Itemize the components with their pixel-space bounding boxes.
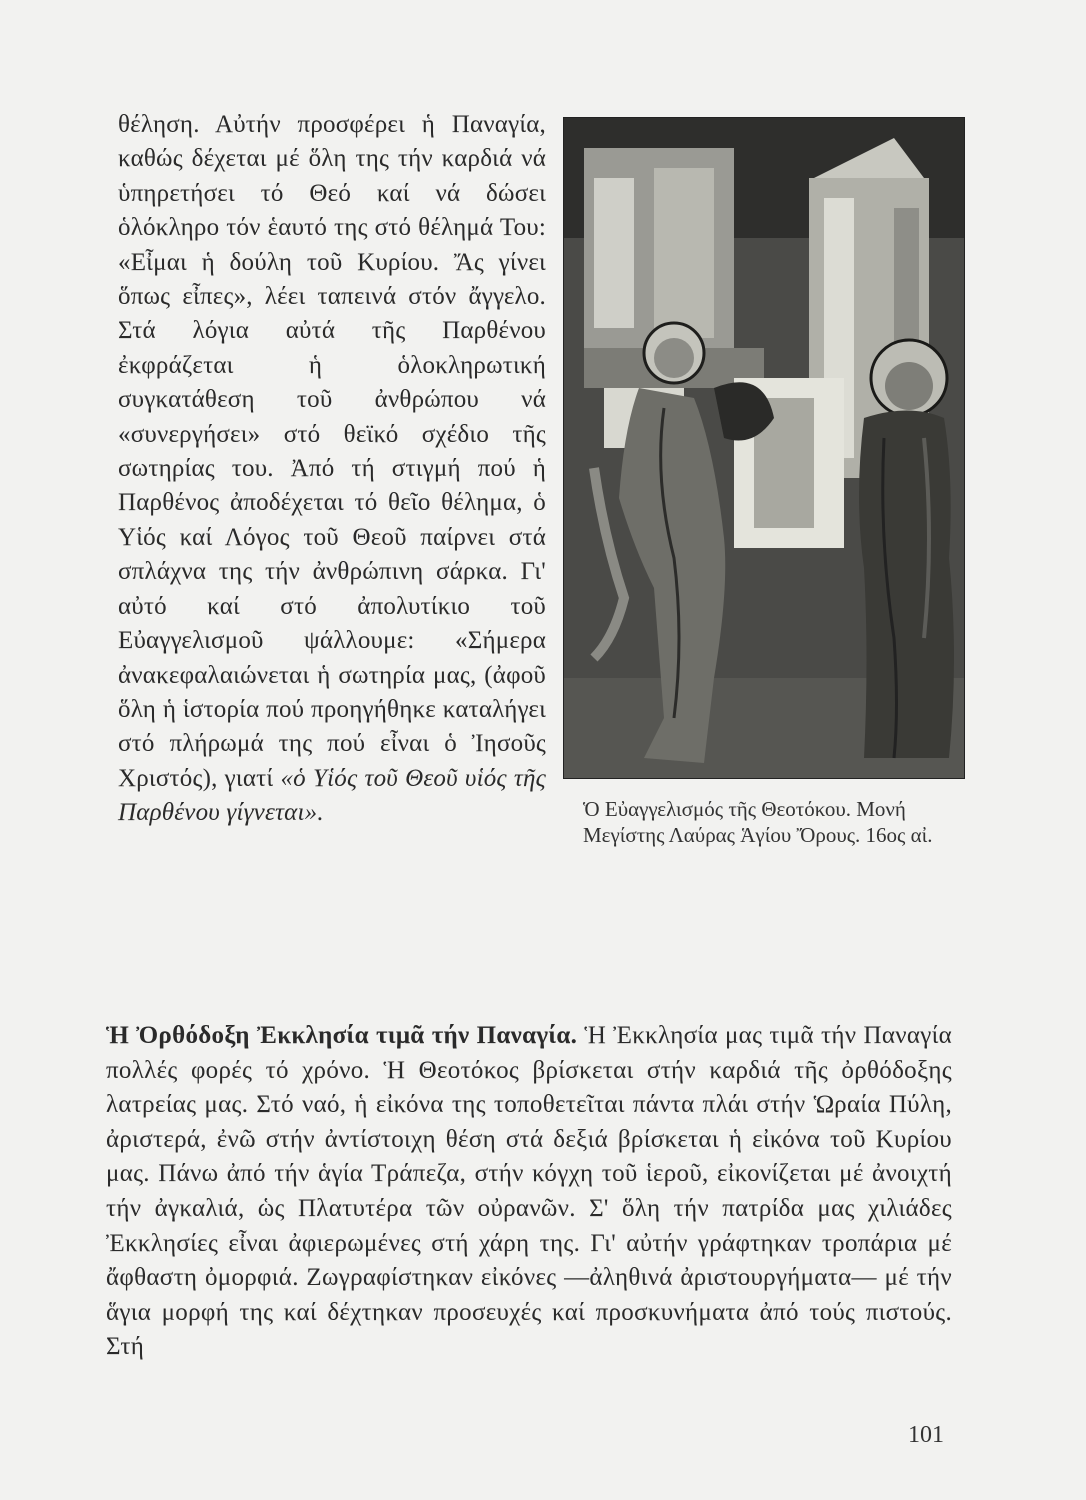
left-column-main-text: θέληση. Αὐτήν προσφέρει ἡ Παναγία, καθώς δέχεται μέ ὅλη της τήν καρδιά νά ὑπηρετήσει τό Θεό καί νά δώσει ὁλόκληρο τόν ἑαυτό της στό θέλημά Του: «Εἶμαι ἡ δούλη τοῦ Κυρίου. Ἄς γίνει ὅπως εἶπες», λέει ταπεινά στόν ἄγγελο. Στά λόγια αὐτά τῆς Παρθένου ἐκφράζεται ἡ ὁλοκληρωτική συγκατάθεση τοῦ ἀνθρώπου νά «συνεργήσει» στό θεϊκό σχέδιο τῆς σωτηρίας του. Ἀπό τή στιγμή πού ἡ Παρθένος ἀποδέχεται τό θεῖο θέλημα, ὁ Υἱός καί Λόγος τοῦ Θεοῦ παίρνει στά σπλάχνα της τήν ἀνθρώπινη σάρκα. Γι' αὐτό καί στό ἀπολυτίκιο τοῦ Εὐαγγελισμοῦ ψάλλουμε: «Σήμερα ἀνακεφαλαιώνεται ἡ σωτηρία μας, (ἀφοῦ ὅλη ἡ ἱστορία πού προηγήθηκε καταλήγει στό πλήρωμά της πού εἶναι ὁ Ἰησοῦς Χριστός), γιατί [118, 111, 546, 792]
paragraph-heading: Ἡ Ὀρθόδοξη Ἐκκλησία τιμᾶ τήν Παναγία. [106, 1022, 578, 1049]
paragraph-body: Ἡ Ἐκκλησία μας τιμᾶ τήν Παναγία πολλές φορές τό χρόνο. Ἡ Θεοτόκος βρίσκεται στήν καρδιά τῆς ὀρθόδοξης λατρείας μας. Στό ναό, ἡ εἰκόνα της τοποθετεῖται πάντα πλάι στήν Ὡραία Πύλη, ἀριστερά, ἐνῶ στήν ἀντίστοιχη θέση στά δεξιά βρίσκεται ἡ εἰκόνα τοῦ Κυρίου μας. Πάνω ἀπό τήν ἁγία Τράπεζα, στήν κόγχη τοῦ ἱεροῦ, εἰκονίζεται μέ ἀνοιχτή τήν ἀγκαλιά, ὡς Πλατυτέρα τῶν οὐρανῶν. Σ' ὅλη τήν πατρίδα μας χιλιάδες Ἐκκλησίες εἶναι ἀφιερωμένες στή χάρη της. Γι' αὐτήν γράφτηκαν τροπάρια μέ ἄφθαστη ὀμορφιά. Ζωγραφίστηκαν εἰκόνες —ἀληθινά ἀριστουργήματα— μέ τήν ἅγια μορφή της καί δέχτηκαν προσευχές καί προσκυνήματα ἀπό τούς πιστούς. Στή [106, 1022, 953, 1361]
figure-caption: Ὁ Εὐαγγελισμός τῆς Θεοτόκου. Μονή Μεγίστης Λαύρας Ἁγίου Ὄρους. 16ος αἰ. [583, 797, 933, 847]
page-number: 101 [908, 1422, 944, 1448]
annunciation-icon-image [563, 117, 965, 779]
annunciation-icon-drawing [564, 118, 964, 778]
left-column-text [118, 108, 546, 831]
left-column-italic-quote: «ὁ Υἱός τοῦ Θεοῦ υἱός τῆς Παρθένου γίγνεται». [118, 764, 547, 827]
main-paragraph [106, 1019, 952, 1365]
